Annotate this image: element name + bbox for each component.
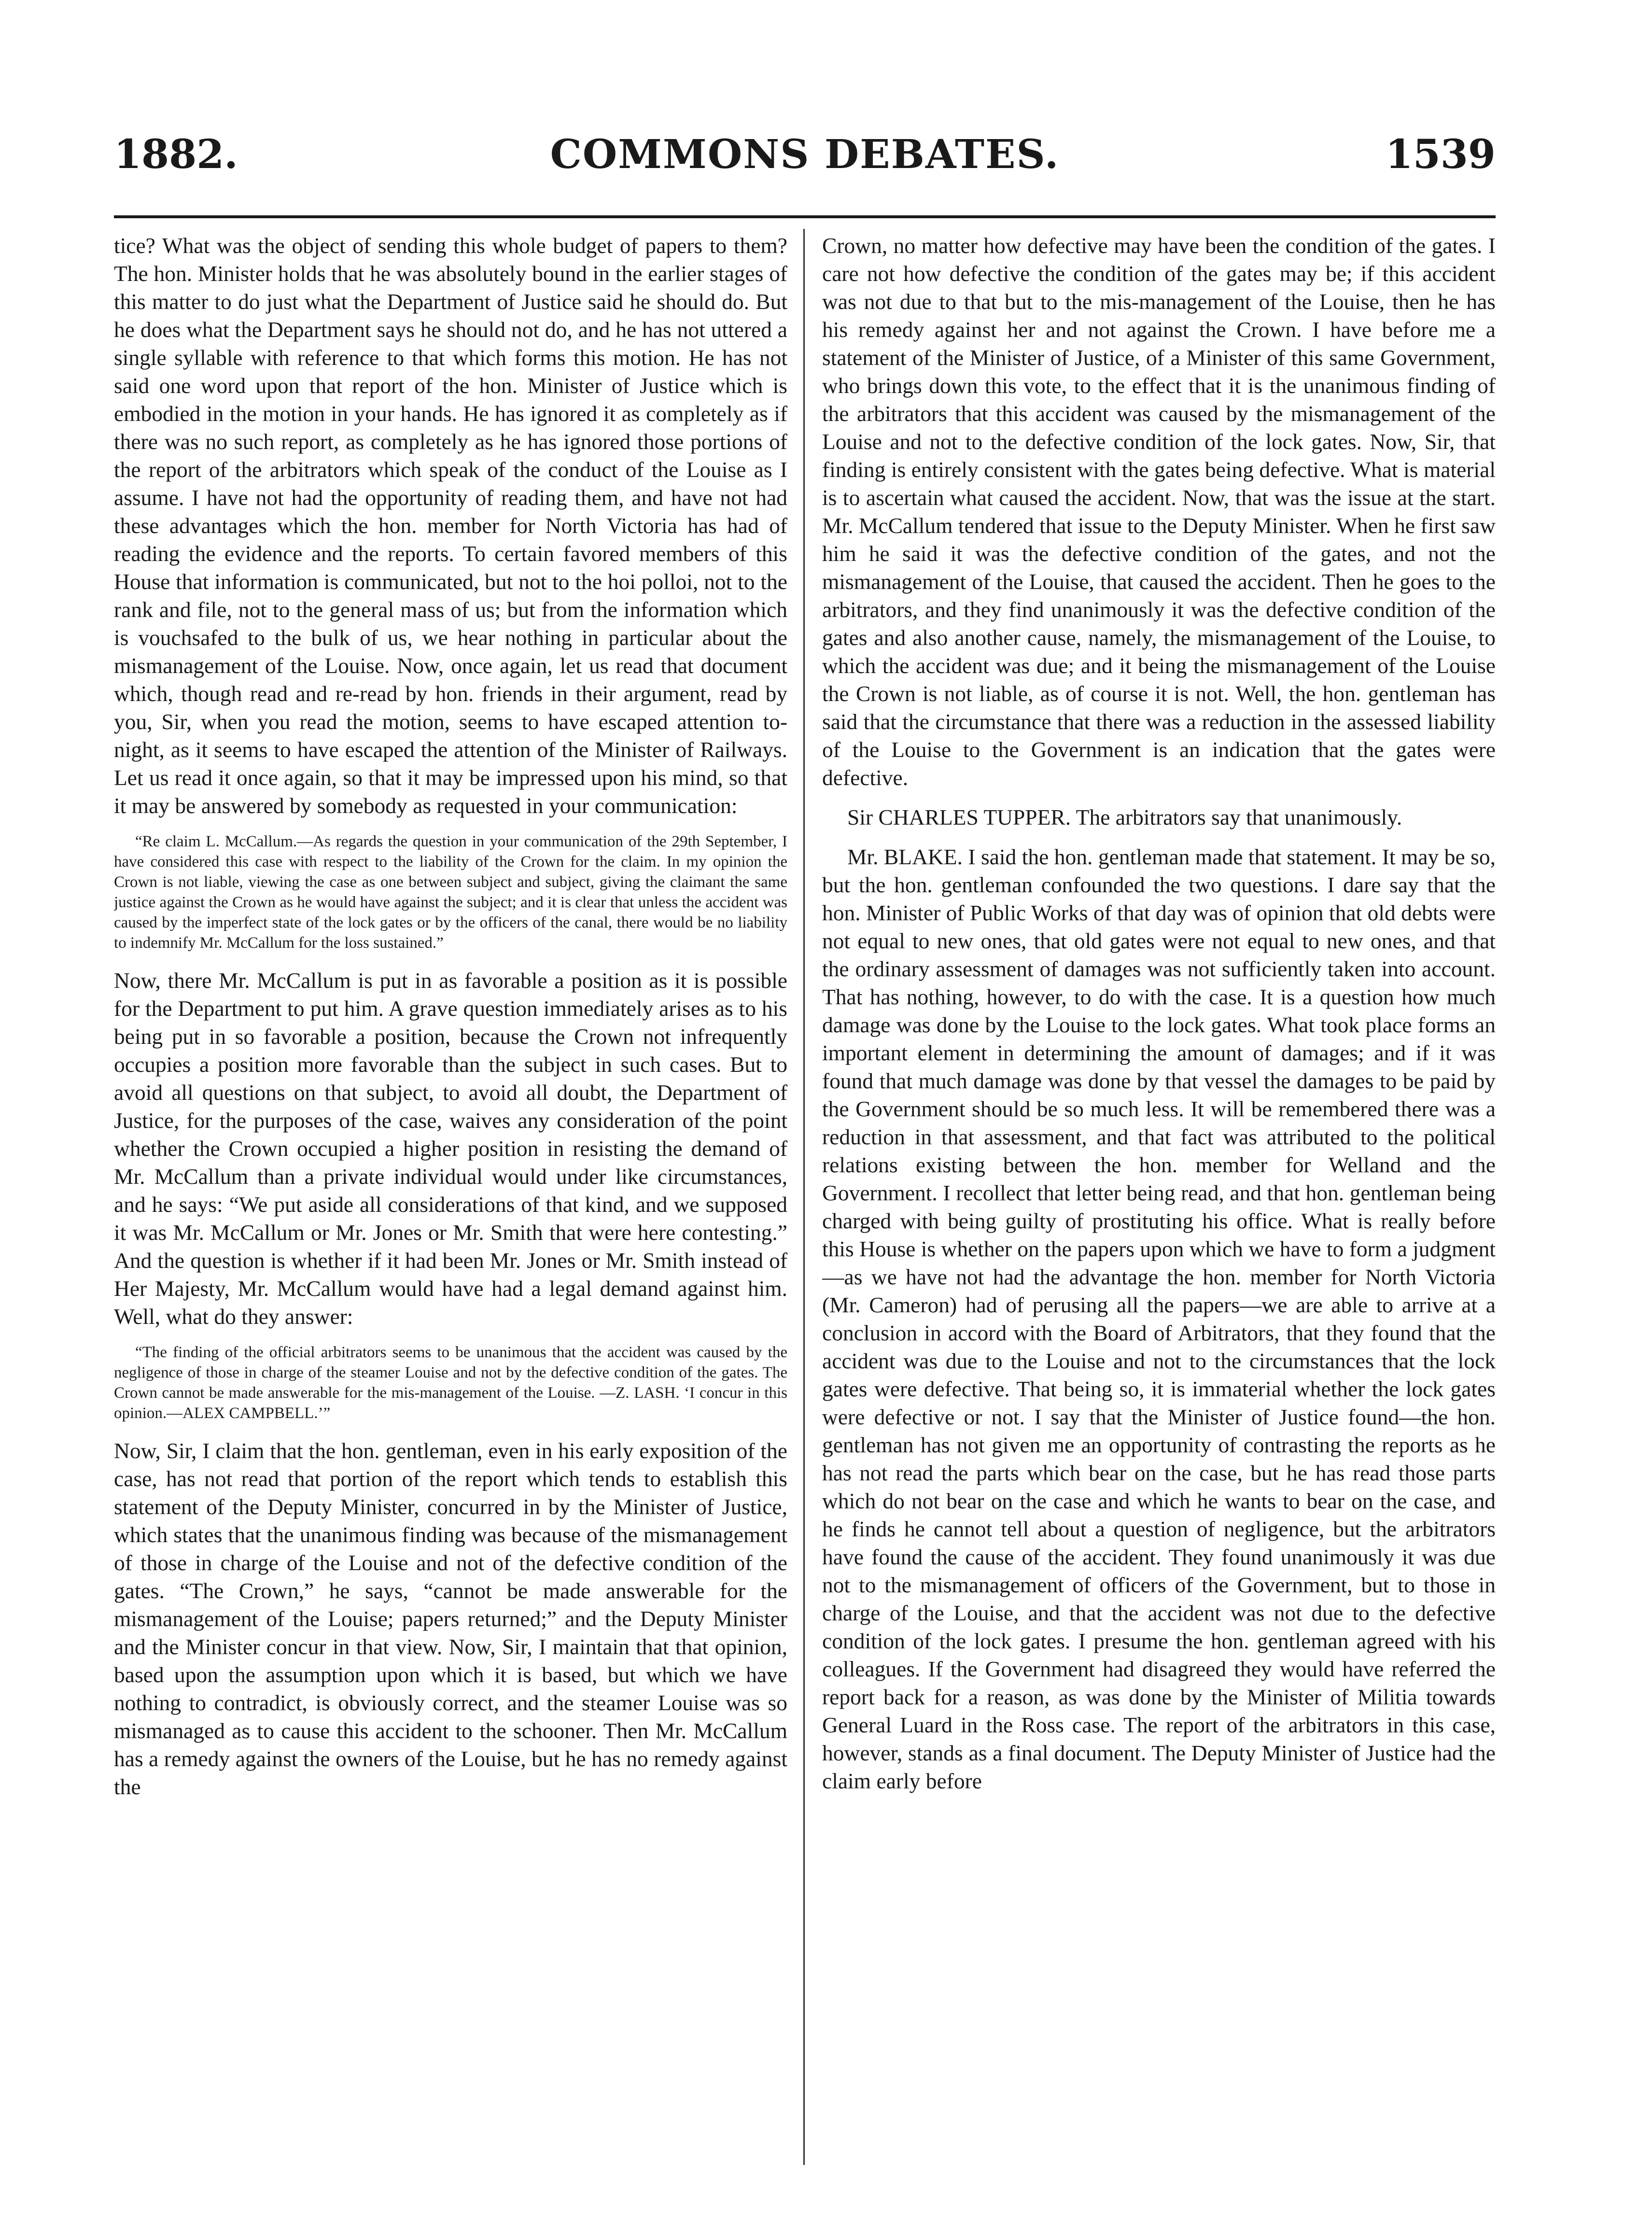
header-page-number: 1539 (1385, 131, 1496, 178)
page-header (114, 121, 1496, 188)
left-paragraph-1: tice? What was the object of sending this whole budget of papers to them? The hon. Minister holds that he was absolutely bound in the earlier stages of this matter to do just what the Department of Justice said he should do. But he does what the Department says he should not do, and he has not uttered a single syllable with reference to that which forms this motion. He has not said one word upon that report of the hon. Minister of Justice which is embodied in the motion in your hands. He has ignored it as completely as if there was no such report, as completely as he has ignored those portions of the report of the arbitrators which speak of the conduct of the Louise as I assume. I have not had the opportunity of reading them, and have not had these advantages which the hon. member for North Victoria has had of reading the evidence and the reports. To certain favored members of this House that information is communicated, but not to the hoi polloi, not to the rank and file, not to the general mass of us; but from the information which is vouchsafed to the bulk of us, we hear nothing in particular about the mismanagement of the Louise. Now, once again, let us read that document which, though read and re-read by hon. friends in their argument, read by you, Sir, when you read the motion, seems to have escaped attention to-night, as it seems to have escaped the attention of the Minister of Railways. Let us read it once again, so that it may be impressed upon his mind, so that it may be answered by somebody as requested in your communication: (114, 233, 787, 818)
header-rule (114, 215, 1496, 218)
header-year: 1882. (114, 131, 238, 178)
page (114, 121, 1496, 2173)
left-paragraph-3: Now, Sir, I claim that the hon. gentleman, even in his early exposition of the case, has not read that portion of the report which tends to establish this statement of the Deputy Minister, concurred in by the Minister of Justice, which states that the unanimous finding was because of the mismanagement of those in charge of the Louise and not of the defective condition of the gates. “The Crown,” he says, “cannot be made answerable for the mismanagement of the Louise; papers returned;” and the Deputy Minister and the Minister concur in that view. Now, Sir, I maintain that that opinion, based upon the assumption upon which it is based, but which we have nothing to contradict, is obviously correct, and the steamer Louise was so mismanaged as to cause this accident to the schooner. Then Mr. McCallum has a remedy against the owners of the Louise, but he has no remedy against the (114, 1438, 787, 1799)
header-title: COMMONS DEBATES. (550, 131, 1060, 178)
left-paragraph-2: Now, there Mr. McCallum is put in as favorable a position as it is possible for the Department to put him. A grave question immediately arises as to his being put in so favorable a position, because the Crown not infrequently occupies a position more favorable than the subject in such cases. But to avoid all questions on that subject, to avoid all doubt, the Department of Justice, for the purposes of the case, waives any consideration of the point whether the Crown occupied a higher position in resisting the demand of Mr. McCallum than a private individual would under like circumstances, and he says: “We put aside all considerations of that kind, and we supposed it was Mr. McCallum or Mr. Jones or Mr. Smith that were here contesting.” And the question is whether if it had been Mr. Jones or Mr. Smith instead of Her Majesty, Mr. McCallum would have had a legal demand against him. Well, what do they answer: (114, 968, 787, 1329)
right-paragraph-2: Sir CHARLES TUPPER. The arbitrators say that unanimously. (847, 805, 1402, 829)
right-column (822, 232, 1496, 2163)
left-column (114, 232, 787, 2163)
column-divider (803, 229, 805, 2165)
right-paragraph-3: Mr. BLAKE. I said the hon. gentleman made that statement. It may be so, but the hon. gentleman confounded the two questions. I dare say that the hon. Minister of Public Works of that day was of opinion that old debts were not equal to new ones, that old gates were not equal to new ones, and that the ordinary assessment of damages was not sufficiently taken into account. That has nothing, however, to do with the case. It is a question how much damage was done by the Louise to the lock gates. What took place forms an important element in determining the amount of damages; and if it was found that much damage was done by that vessel the damages to be paid by the Government should be so much less. It will be remembered there was a reduction in that assessment, and that fact was attributed to the political relations existing between the hon. member for Welland and the Government. I recollect that letter being read, and that hon. gentleman being charged with being guilty of prostituting his office. What is really before this House is whether on the papers upon which we have to form a judgment—as we have not had the advantage the hon. member for North Victoria (Mr. Cameron) had of perusing all the papers—we are able to arrive at a conclusion in accord with the Board of Arbitrators, that they found that the accident was due to the Louise and not to the circumstances that the lock gates were defective. That being so, it is immaterial whether the lock gates were defective or not. I say that the Minister of Justice found—the hon. gentleman has not given me an opportunity of contrasting the reports as he has not read the parts which bear on the case, but he has read those parts which do not bear on the case and which he wants to bear on the case, and he finds he cannot tell about a question of negligence, but the arbitrators have found the cause of the accident. They found unanimously it was due not to the mismanagement of officers of the Government, but to those in charge of the Louise, and that the accident was not due to the defective condition of the lock gates. I presume the hon. gentleman agreed with his colleagues. If the Government had disagreed they would have referred the report back for a reason, as was done by the Minister of Militia towards General Luard in the Ross case. The report of the arbitrators in this case, however, stands as a final document. The Deputy Minister of Justice had the claim early before (822, 844, 1496, 1793)
left-quote-2: “The finding of the official arbitrators seems to be unanimous that the accident was caused by the negligence of those in charge of the steamer Louise and not by the defective condition of the gates. The Crown cannot be made answerable for the mis-management of the Louise. —Z. LASH. ‘I concur in this opinion.—ALEX CAMPBELL.’” (114, 1344, 787, 1422)
right-paragraph-1: Crown, no matter how defective may have been the condition of the gates. I care not how defective the condition of the gates may be; if this accident was not due to that but to the mis-management of the Louise, then he has his remedy against her and not against the Crown. I have before me a statement of the Minister of Justice, of a Minister of this same Government, who brings down this vote, to the effect that it is the unanimous finding of the arbitrators that this accident was caused by the mismanagement of the Louise and not to the defective condition of the lock gates. Now, Sir, that finding is entirely consistent with the gates being defective. What is material is to ascertain what caused the accident. Now, that was the issue at the start. Mr. McCallum tendered that issue to the Deputy Minister. When he first saw him he said it was the defective condition of the gates, and not the mismanagement of the Louise, that caused the accident. Then he goes to the arbitrators, and they find unanimously it was the defective condition of the gates and also another cause, namely, the mismanagement of the Louise, to which the accident was due; and it being the mismanagement of the Louise the Crown is not liable, as of course it is not. Well, the hon. gentleman has said that the circumstance that there was a reduction in the assessed liability of the Louise to the Government is an indication that the gates were defective. (822, 233, 1496, 790)
left-quote-1: “Re claim L. McCallum.—As regards the question in your communication of the 29th September, I have considered this case with respect to the liability of the Crown for the claim. In my opinion the Crown is not liable, viewing the case as one between subject and subject, giving the claimant the same justice against the Crown as he would have against the subject; and it is clear that unless the accident was caused by the imperfect state of the lock gates or by the officers of the canal, there would be no liability to indemnify Mr. McCallum for the loss sustained.” (114, 833, 787, 952)
